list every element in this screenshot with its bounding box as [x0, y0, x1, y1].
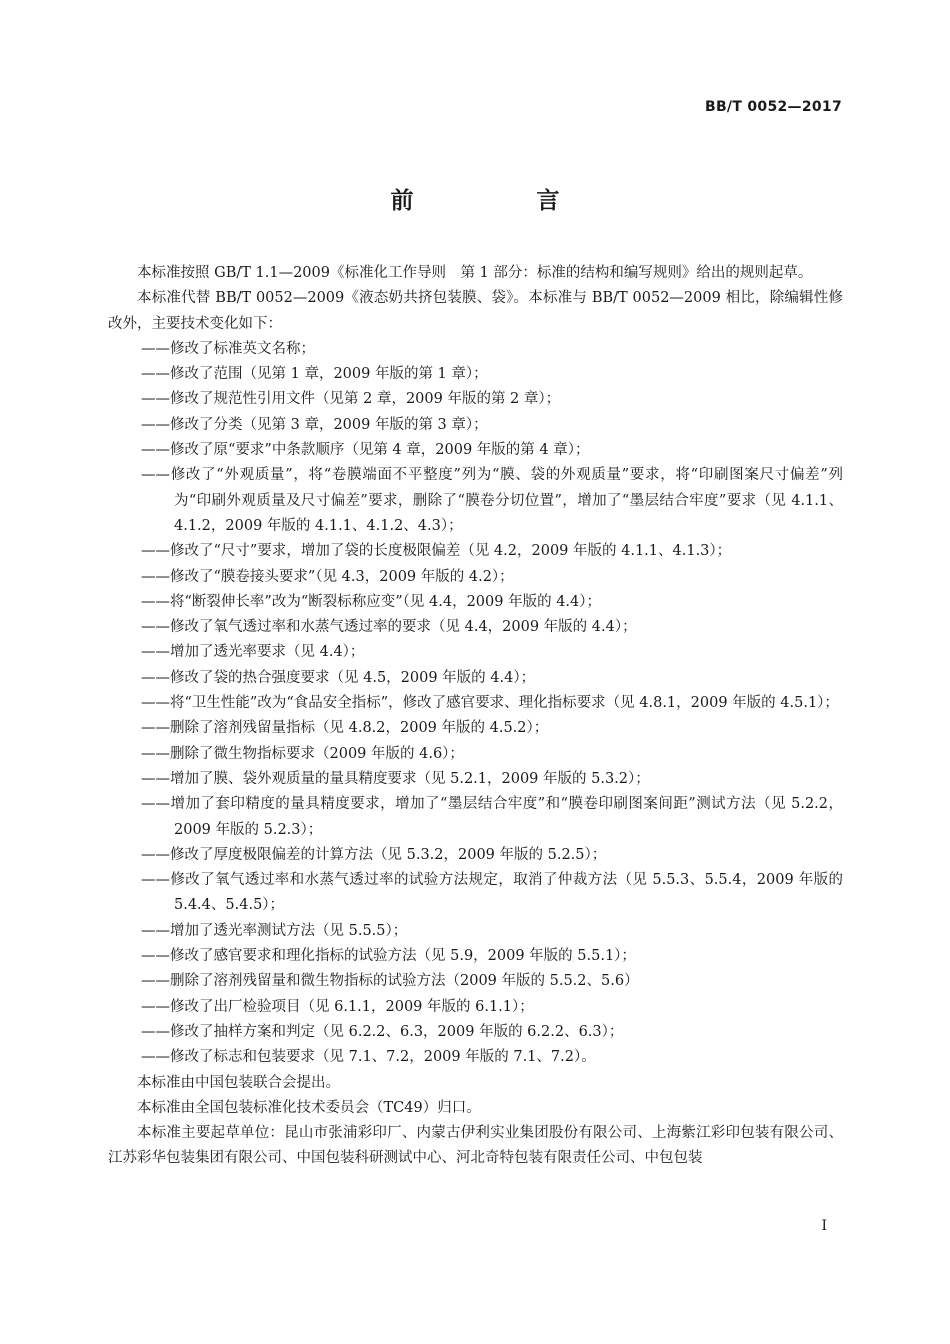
- page-number: I: [821, 1218, 827, 1234]
- closing-paragraph: 本标准由中国包装联合会提出。: [137, 1074, 340, 1091]
- list-item: ——修改了标准英文名称；: [141, 340, 315, 357]
- list-item: ——修改了袋的热合强度要求（见 4.5，2009 年版的 4.4）；: [141, 669, 536, 686]
- intro-paragraph: 本标准按照 GB/T 1.1—2009《标准化工作导则 第 1 部分：标准的结构和编写规则》给出的规则起草。: [137, 265, 813, 281]
- list-item: ——删除了微生物指标要求（2009 年版的 4.6）；: [141, 745, 464, 762]
- closing-paragraph: 本标准主要起草单位：昆山市张浦彩印厂、内蒙古伊利实业集团股份有限公司、上海紫江彩印包装有限公司、江苏彩华包装集团有限公司、中国包装科研测试中心、河北奇特包装有限责任公司、中包包装: [108, 1125, 843, 1167]
- list-item: ——修改了氧气透过率和水蒸气透过率的试验方法规定，取消了仲裁方法（见 5.5.3、5.5.4，2009 年版的 5.4.4、5.4.5）；: [141, 872, 843, 914]
- list-item: ——修改了“外观质量”，将“卷膜端面不平整度”列为“膜、袋的外观质量”要求，将“印刷图案尺寸偏差”列为“印刷外观质量及尺寸偏差”要求，删除了“膜卷分切位置”，增加了“墨层结合牢度”要求（见 4.1.1、4.1.2，2009 年版的 4.1.1、4.1.2、4.3）；: [141, 467, 843, 534]
- list-item: ——修改了出厂检验项目（见 6.1.1，2009 年版的 6.1.1）；: [141, 998, 534, 1015]
- intro-paragraph: 本标准代替 BB/T 0052—2009《液态奶共挤包装膜、袋》。本标准与 BB/T 0052—2009 相比，除编辑性修改外，主要技术变化如下：: [108, 290, 843, 332]
- list-item: ——修改了感官要求和理化指标的试验方法（见 5.9，2009 年版的 5.5.1）；: [141, 948, 636, 965]
- list-item: ——修改了原“要求”中条款顺序（见第 4 章，2009 年版的第 4 章）；: [141, 442, 590, 459]
- list-item: ——增加了膜、袋外观质量的量具精度要求（见 5.2.1，2009 年版的 5.3.2）；: [141, 770, 650, 787]
- list-item: ——修改了“尺寸”要求，增加了袋的长度极限偏差（见 4.2，2009 年版的 4.1.1、4.1.3）；: [141, 543, 732, 560]
- list-item: ——修改了氧气透过率和水蒸气透过率的要求（见 4.4，2009 年版的 4.4）；: [141, 619, 637, 636]
- list-item: ——增加了透光率要求（见 4.4）；: [141, 644, 365, 661]
- list-item: ——修改了抽样方案和判定（见 6.2.2、6.3，2009 年版的 6.2.2、6.3）；: [141, 1023, 624, 1040]
- list-item: ——修改了厚度极限偏差的计算方法（见 5.3.2，2009 年版的 5.2.5）；: [141, 846, 607, 863]
- list-item: ——将“卫生性能”改为“食品安全指标”，修改了感官要求、理化指标要求（见 4.8.1，2009 年版的 4.5.1）；: [141, 695, 839, 712]
- document-body: [108, 261, 843, 1172]
- list-item: ——修改了标志和包装要求（见 7.1、7.2，2009 年版的 7.1、7.2）。: [141, 1049, 596, 1066]
- changes-list: [108, 337, 843, 1071]
- closing-paragraph: 本标准由全国包装标准化技术委员会（TC49）归口。: [137, 1099, 481, 1116]
- standard-code-header: BB/T 0052—2017: [704, 99, 842, 115]
- list-item: ——修改了范围（见第 1 章，2009 年版的第 1 章）；: [141, 366, 488, 383]
- list-item: ——修改了分类（见第 3 章，2009 年版的第 3 章）；: [141, 416, 488, 433]
- list-item: ——增加了透光率测试方法（见 5.5.5）；: [141, 922, 408, 939]
- list-item: ——修改了“膜卷接头要求”（见 4.3，2009 年版的 4.2）；: [141, 568, 514, 585]
- list-item: ——将“断裂伸长率”改为“断裂标称应变”（见 4.4，2009 年版的 4.4）；: [141, 593, 601, 610]
- list-item: ——修改了规范性引用文件（见第 2 章，2009 年版的第 2 章）；: [141, 391, 561, 408]
- list-item: ——删除了溶剂残留量指标（见 4.8.2，2009 年版的 4.5.2）；: [141, 720, 549, 737]
- list-item: ——增加了套印精度的量具精度要求，增加了“墨层结合牢度”和“膜卷印刷图案间距”测试方法（见 5.2.2，2009 年版的 5.2.3）；: [141, 796, 843, 838]
- page-title: 前 言: [390, 188, 610, 214]
- list-item: ——删除了溶剂残留量和微生物指标的试验方法（2009 年版的 5.5.2、5.6）: [141, 973, 639, 990]
